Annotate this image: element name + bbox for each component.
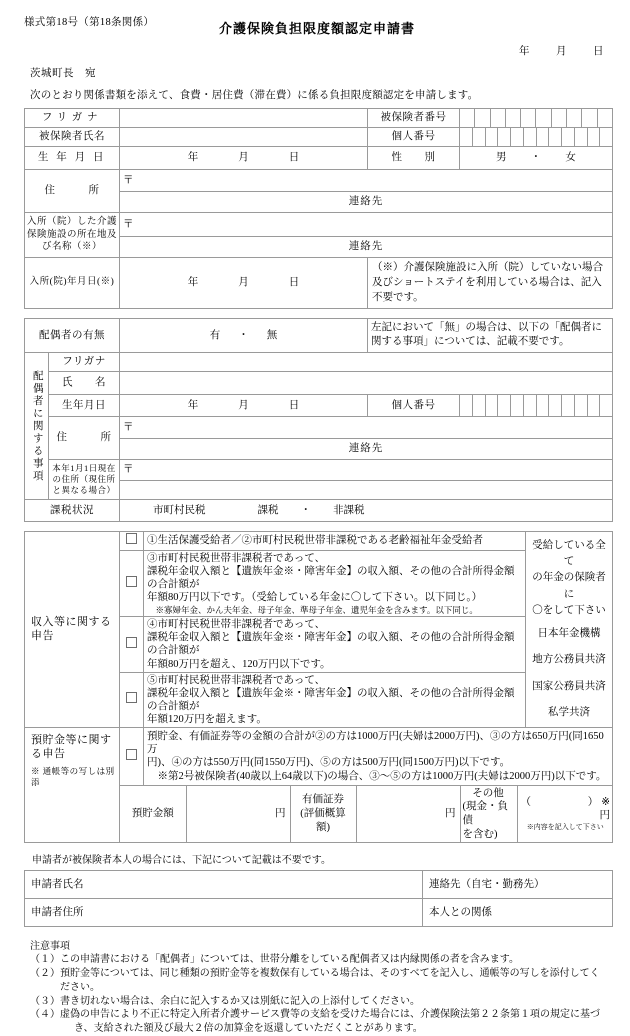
furigana-label: フリガナ <box>25 109 120 128</box>
address-label: 住 所 <box>25 170 120 213</box>
income-checkbox-2-cell[interactable] <box>120 551 144 617</box>
income-item-2-line-2: 課税年金収入額と【遺族年金※・障害年金】の収入額、その他の合計所得金額の合計額が <box>147 566 515 591</box>
spouse-birth-year-label: 年 <box>187 399 199 411</box>
facility-contact-label[interactable]: 連絡先 <box>120 237 613 258</box>
page-title: 介護保険負担限度額認定申請書 <box>218 21 415 36</box>
sex-male-option[interactable]: 男 <box>495 152 507 164</box>
notes-heading: 注意事項 <box>30 941 70 953</box>
spouse-jan1-label: 本年1月1日現在の住所（現住所と異なる場合） <box>49 460 120 500</box>
spouse-contact-label[interactable]: 連絡先 <box>120 439 613 460</box>
applicant-name-label[interactable]: 申請者氏名 <box>25 871 423 899</box>
mynumber-label: 個人番号 <box>368 128 460 147</box>
admission-year-label: 年 <box>187 277 199 289</box>
savings-declaration-text <box>144 728 613 786</box>
table-row-applicant-name <box>25 871 613 899</box>
spouse-table <box>24 318 613 522</box>
income-item-3-text <box>144 617 526 673</box>
spouse-jan1-extra-input[interactable] <box>120 481 613 500</box>
savings-section-label <box>25 728 120 843</box>
spouse-section-label <box>25 353 49 500</box>
facility-label: 入所（院）した介護保険施設の所在地及び名称（※） <box>25 213 120 258</box>
postal-mark-icon: 〒 <box>123 218 134 230</box>
income-section-label: 収入等に関する申告 <box>25 532 120 728</box>
mynumber-grid <box>460 128 612 146</box>
sex-label: 性 別 <box>368 147 460 170</box>
tax-taxable-option[interactable]: 課税 <box>257 504 279 516</box>
sex-separator: ・ <box>530 152 542 164</box>
address-input[interactable] <box>120 170 613 192</box>
spouse-mynumber-grid <box>460 395 612 416</box>
note-item-2 <box>30 967 612 981</box>
lead-sentence: 次のとおり関係書類を添えて、食費・居住費（滞在費）に係る負担限度額認定を申請します。 <box>30 90 479 101</box>
postal-mark-icon: 〒 <box>123 174 134 186</box>
tax-status-choice[interactable] <box>120 500 613 522</box>
postal-mark-icon: 〒 <box>123 464 134 476</box>
income-item-2-line-4: ※寡婦年金、かん夫年金、母子年金、準母子年金、遺児年金を含みます。以下同じ。 <box>147 604 478 615</box>
table-row-tax-status <box>25 500 613 522</box>
spouse-name-label: 氏 名 <box>49 372 120 395</box>
birthdate-label: 生 年 月 日 <box>25 147 120 170</box>
table-row-address-postal <box>25 170 613 192</box>
applicant-note: 申請者が被保険者本人の場合には、下記について記載は不要です。 <box>32 855 331 867</box>
insured-number-label: 被保険者番号 <box>368 109 460 128</box>
note-2-number: （２） <box>30 968 60 980</box>
income-item-2-line-3: 年額80万円以下です。（受給している年金に〇して下さい。以下同じ。） <box>147 592 483 604</box>
note-4-continuation: き、支給された額及び最大２倍の加算金を返還していただくことがあります。 <box>74 1023 423 1035</box>
other-yen-label: 円 <box>599 810 610 822</box>
note-item-1 <box>30 953 612 967</box>
form-number: 様式第18号（第18条関係） <box>24 17 155 28</box>
tax-municipal-label: 市町村民税 <box>153 504 206 516</box>
birth-month-label: 月 <box>238 152 249 164</box>
note-1-text: この申請書における「配偶者」については、世帯分離をしている配偶者又は内縁関係の者を含みます。 <box>60 954 519 966</box>
deposit-yen-label: 円 <box>275 808 286 820</box>
income-checkbox-4-cell[interactable] <box>120 672 144 728</box>
savings-declaration-line-2: 円)、④の方は550万円(同1550万円)、⑤の方は500万円(同1500万円)以下です。 <box>147 757 511 769</box>
income-checkbox-4[interactable] <box>126 692 137 703</box>
date-year-label: 年 <box>519 46 530 57</box>
mynumber-input[interactable] <box>460 128 613 147</box>
table-row-spouse-birth <box>25 395 613 417</box>
applicant-contact-label[interactable]: 連絡先（自宅・勤務先） <box>423 871 613 899</box>
securities-label <box>290 786 356 843</box>
insured-name-input[interactable] <box>120 128 368 147</box>
insured-number-input[interactable] <box>460 109 613 128</box>
facility-address-input[interactable] <box>120 213 613 237</box>
date-line <box>22 43 604 58</box>
savings-declaration-line-3: ※第2号被保険者(40歳以上64歳以下)の場合、③～⑤の方は1000万円(夫婦は2000万円)以下です。 <box>147 770 607 782</box>
table-row-insured-name <box>25 128 613 147</box>
note-item-4 <box>30 1008 612 1022</box>
pension-insurer-4[interactable]: 私学共済 <box>548 707 590 719</box>
date-month-label: 月 <box>556 46 567 57</box>
spouse-exist-note: 左記において「無」の場合は、以下の「配偶者に関する事項」については、記載不要です。 <box>368 318 613 352</box>
insured-number-grid <box>460 109 612 127</box>
contact-label[interactable]: 連絡先 <box>120 192 613 213</box>
income-checkbox-2[interactable] <box>126 576 137 587</box>
insured-name-label: 被保険者氏名 <box>25 128 120 147</box>
pension-note-line-3: 〇をして下さい <box>532 604 606 616</box>
other-label-line-1: その他 <box>472 787 504 799</box>
spouse-address-label: 住 所 <box>49 417 120 460</box>
income-item-1-line-1: ①生活保護受給者／②市町村民税世帯非課税である老齢福祉年金受給者 <box>147 535 483 547</box>
table-row-income-item-1 <box>25 532 613 551</box>
pension-insurer-2[interactable]: 地方公務員共済 <box>532 654 606 666</box>
birth-day-label: 日 <box>288 152 300 164</box>
income-savings-table <box>24 531 613 843</box>
table-row-savings-declaration <box>25 728 613 786</box>
note-2-continuation: ださい。 <box>60 981 100 993</box>
other-label-line-3: を含む) <box>462 828 498 840</box>
sex-female-option[interactable]: 女 <box>565 152 577 164</box>
securities-yen-label: 円 <box>445 808 456 820</box>
income-item-3-line-2: 課税年金収入額と【遺族年金※・障害年金】の収入額、その他の合計所得金額の合計額が <box>147 632 515 657</box>
other-hint: ※内容を記入して下さい <box>526 823 604 832</box>
spouse-mynumber-label: 個人番号 <box>368 395 460 417</box>
other-mark: ※ <box>601 796 610 808</box>
applicant-table <box>24 870 613 927</box>
table-row-spouse-exist <box>25 318 613 352</box>
income-item-3-line-3: 年額80万円を超え、120万円以下です。 <box>147 658 331 670</box>
income-item-4-line-2: 課税年金収入額と【遺族年金※・障害年金】の収入額、その他の合計所得金額の合計額が <box>147 687 515 712</box>
pension-insurer-3[interactable]: 国家公務員共済 <box>532 680 606 692</box>
deposit-amount-label: 預貯金額 <box>120 786 186 843</box>
table-row-furigana <box>25 109 613 128</box>
spouse-exist-label: 配偶者の有無 <box>25 318 120 352</box>
note-4-text: 虚偽の申告により不正に特定入所者介護サービス費等の支給を受けた場合には、介護保険法第２２条第１項の規定に基づ <box>60 1009 600 1021</box>
table-row-birth-sex <box>25 147 613 170</box>
income-item-4-line-1: ⑤市町村民税世帯非課税者であって、 <box>147 674 326 686</box>
admission-date-input[interactable] <box>120 258 368 309</box>
income-item-4-line-3: 年額120万円を超えます。 <box>147 714 267 726</box>
other-open-paren: （ <box>520 796 531 808</box>
sex-选择[interactable] <box>460 147 613 170</box>
income-checkbox-3-cell[interactable] <box>120 617 144 673</box>
table-row-spouse-furigana <box>25 353 613 372</box>
spouse-exist-yes[interactable]: 有 <box>209 329 221 341</box>
income-item-2-line-1: ③市町村民税世帯非課税者であって、 <box>147 553 326 565</box>
spouse-birthdate-input[interactable] <box>120 395 368 417</box>
tax-nontaxable-option[interactable]: 非課税 <box>333 504 365 516</box>
applicant-relation-label[interactable]: 本人との関係 <box>423 899 613 927</box>
postal-mark-icon: 〒 <box>123 421 134 433</box>
securities-label-line-2: (評価概算額) <box>300 808 346 833</box>
deposit-amount-input[interactable] <box>186 786 290 843</box>
applicant-address-label[interactable]: 申請者住所 <box>25 899 423 927</box>
spouse-jan1-input[interactable] <box>120 460 613 481</box>
note-item-3 <box>30 995 612 1009</box>
spouse-mynumber-input[interactable] <box>460 395 613 417</box>
income-item-4-text <box>144 672 526 728</box>
savings-section-label-text: 預貯金等に関する申告 <box>31 734 112 761</box>
table-row-spouse-jan1-postal <box>25 460 613 481</box>
tax-separator: ・ <box>300 504 311 516</box>
other-label <box>460 786 517 843</box>
addressee: 茨城町長 宛 <box>30 68 96 79</box>
table-row-spouse-address-postal <box>25 417 613 439</box>
securities-label-line-1: 有価証券 <box>302 794 344 806</box>
pension-insurer-cell <box>526 532 613 728</box>
birthdate-input[interactable] <box>120 147 368 170</box>
table-row-facility-postal <box>25 213 613 237</box>
birth-year-label: 年 <box>187 152 199 164</box>
note-3-number: （３） <box>30 995 60 1007</box>
note-3-text: 書き切れない場合は、余白に記入するか又は別紙に記入の上添付してください。 <box>60 995 420 1007</box>
other-label-line-2: (現金・負債 <box>462 801 508 826</box>
pension-note-line-2: の年金の保険者に <box>532 572 606 600</box>
savings-checkbox[interactable] <box>126 749 137 760</box>
insured-person-table <box>24 108 613 309</box>
spouse-exist-no[interactable]: 無 <box>266 329 278 341</box>
spouse-exist-separator: ・ <box>238 329 249 341</box>
income-item-3-line-1: ④市町村民税世帯非課税者であって、 <box>147 619 326 631</box>
spouse-section-label-text: 配偶者に関する事項 <box>31 369 43 483</box>
spouse-furigana-input[interactable] <box>120 353 613 372</box>
savings-checkbox-cell[interactable] <box>120 728 144 786</box>
notes-section <box>30 937 612 1036</box>
table-row-spouse-name <box>25 372 613 395</box>
pension-insurer-1[interactable]: 日本年金機構 <box>537 628 601 640</box>
savings-amount-cells <box>120 785 613 843</box>
spouse-exist-choice[interactable] <box>120 318 368 352</box>
date-day-label: 日 <box>593 46 604 57</box>
spouse-birth-month-label: 月 <box>238 399 249 411</box>
spouse-name-input[interactable] <box>120 372 613 395</box>
spouse-furigana-label: フリガナ <box>49 353 120 372</box>
savings-amount-subtable <box>120 786 613 843</box>
other-amount-input[interactable] <box>517 786 613 843</box>
note-1-number: （１） <box>30 954 60 966</box>
securities-amount-input[interactable] <box>356 786 460 843</box>
admission-month-label: 月 <box>238 277 249 289</box>
income-checkbox-1-cell[interactable] <box>120 532 144 551</box>
income-checkbox-3[interactable] <box>126 637 137 648</box>
admission-date-label: 入所(院)年月日(※) <box>25 258 120 309</box>
pension-note-line-1: 受給している全て <box>532 539 606 568</box>
spouse-birthdate-label: 生年月日 <box>49 395 120 417</box>
admission-day-label: 日 <box>288 277 300 289</box>
spouse-address-input[interactable] <box>120 417 613 439</box>
income-item-2-text <box>144 551 526 617</box>
note-4-number: （４） <box>30 1009 60 1021</box>
other-close-paren: ） <box>587 796 599 808</box>
spouse-birth-day-label: 日 <box>288 399 300 411</box>
income-item-1-text <box>144 532 526 551</box>
furigana-input[interactable] <box>120 109 368 128</box>
income-checkbox-1[interactable] <box>126 533 137 544</box>
admission-note: （※）介護保険施設に入所（院）していない場合及びショートステイを利用している場合は、記入不要です。 <box>368 258 613 309</box>
note-2-text: 預貯金等については、同じ種類の預貯金等を複数保有している場合は、そのすべてを記入し、通帳等の写しを添付してく <box>60 968 600 980</box>
savings-section-sub: ※ 通帳等の写しは別添 <box>31 765 115 787</box>
savings-declaration-line-1: 預貯金、有価証券等の金額の合計が②の方は1000万円(夫婦は2000万円)、③の方は650万円(同1650万 <box>147 731 604 756</box>
tax-status-label: 課税状況 <box>25 500 120 522</box>
table-row-admission-date <box>25 258 613 309</box>
